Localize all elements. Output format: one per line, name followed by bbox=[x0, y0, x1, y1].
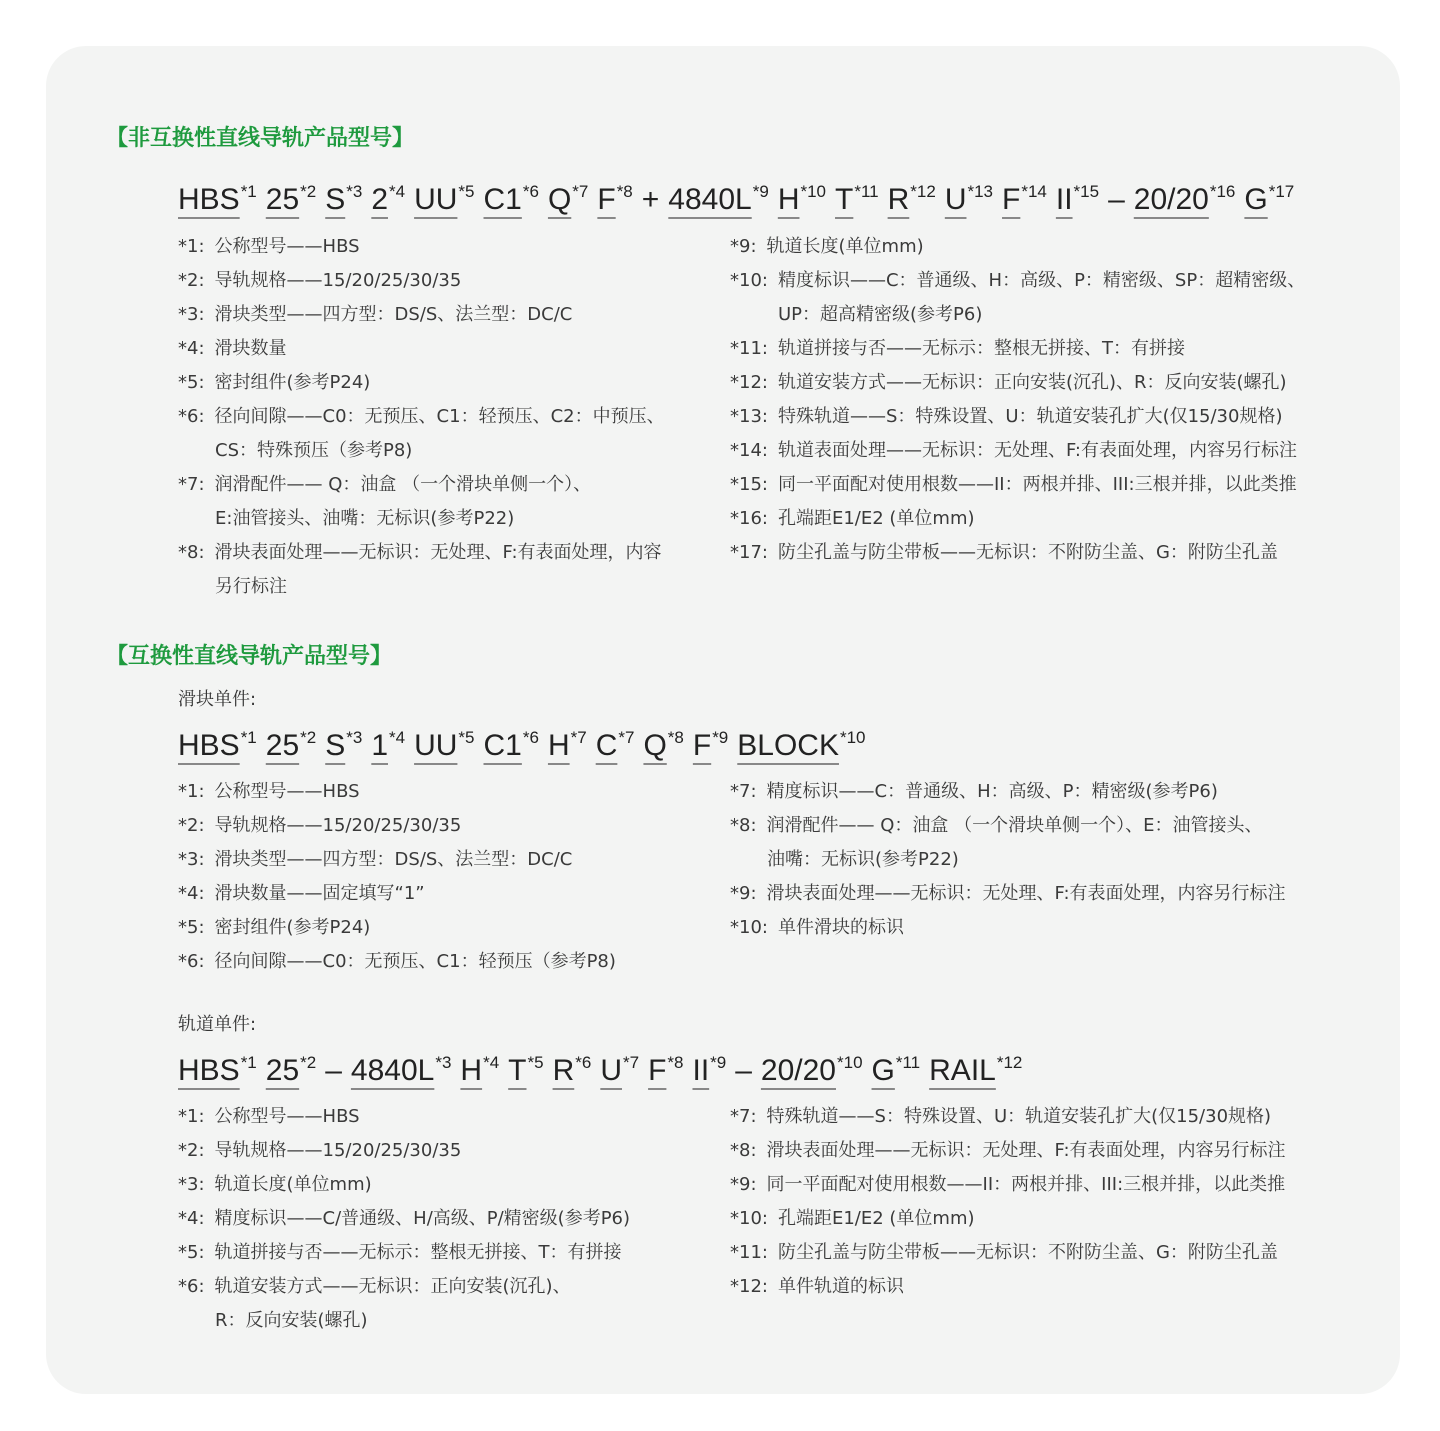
note-text: 轨道表面处理——无标识：无处理、F:有表面处理，内容另行标注 bbox=[777, 440, 1297, 461]
code-token-text: S bbox=[325, 183, 346, 216]
note-text: 精度标识——C：普通级、H：高级、P：精密级、SP：超精密级、 bbox=[777, 270, 1306, 291]
note-text: 径向间隙——C0：无预压、C1：轻预压（参考P8) bbox=[214, 951, 616, 972]
note-item bbox=[730, 536, 1370, 570]
code-token-text: HBS bbox=[178, 183, 240, 216]
code-token-text: HBS bbox=[178, 1054, 240, 1087]
note-text: 轨道长度(单位mm) bbox=[214, 1174, 372, 1195]
note-key: *11: bbox=[730, 1242, 768, 1263]
note-key: *17: bbox=[730, 542, 768, 563]
code-token-footnote: *7 bbox=[570, 728, 587, 747]
section-heading-non-interchangeable: 【非互换性直线导轨产品型号】 bbox=[106, 126, 415, 151]
code-token bbox=[508, 1043, 543, 1091]
code-token bbox=[178, 172, 257, 220]
code-token-footnote: *2 bbox=[300, 182, 317, 201]
note-key: *11: bbox=[730, 338, 768, 359]
code-token bbox=[1002, 172, 1047, 220]
note-text: 孔端距E1/E2 (单位mm) bbox=[777, 508, 975, 529]
code-token bbox=[945, 172, 993, 220]
code-token-footnote: *6 bbox=[522, 182, 539, 201]
note-item bbox=[730, 1202, 1370, 1236]
code-token-text: S bbox=[325, 729, 346, 762]
note-text: 润滑配件—— Q：油盒 （一个滑块单侧一个）、 bbox=[214, 474, 592, 495]
code-token-text: T bbox=[508, 1054, 527, 1087]
code-token-footnote: *8 bbox=[667, 1053, 684, 1072]
note-key: *6: bbox=[178, 1276, 205, 1297]
note-item bbox=[730, 366, 1370, 400]
code-token-footnote: *12 bbox=[910, 182, 936, 201]
code-token-text: U bbox=[944, 183, 967, 216]
note-text: 导轨规格——15/20/25/30/35 bbox=[214, 270, 462, 291]
note-text: 特殊轨道——S：特殊设置、U：轨道安装孔扩大(仅15/30规格) bbox=[766, 1106, 1272, 1127]
code-token-text: F bbox=[648, 1054, 667, 1087]
code-token-footnote: *1 bbox=[240, 728, 257, 747]
code-token-footnote: *5 bbox=[527, 1053, 544, 1072]
section-heading-interchangeable: 【互换性直线导轨产品型号】 bbox=[106, 644, 393, 669]
code-token bbox=[761, 1043, 863, 1091]
note-text: 滑块表面处理——无标识：无处理、F:有表面处理，内容 bbox=[214, 542, 662, 563]
note-key: *5: bbox=[178, 917, 205, 938]
note-key: *2: bbox=[178, 815, 205, 836]
model-code-non-interchangeable bbox=[178, 172, 1303, 220]
note-key: *15: bbox=[730, 474, 768, 495]
code-separator: – bbox=[735, 1054, 752, 1087]
note-text: 轨道拼接与否——无标示：整根无拼接、T：有拼接 bbox=[214, 1242, 622, 1263]
note-item bbox=[178, 332, 718, 366]
note-text: 滑块表面处理——无标识：无处理、F:有表面处理，内容另行标注 bbox=[766, 883, 1286, 904]
note-key: *7: bbox=[730, 781, 757, 802]
note-item bbox=[178, 400, 718, 468]
note-key: *13: bbox=[730, 406, 768, 427]
code-token-text: 4840L bbox=[350, 1054, 435, 1087]
code-token bbox=[548, 172, 588, 220]
note-item bbox=[178, 775, 718, 809]
note-text: 滑块表面处理——无标识：无处理、F:有表面处理，内容另行标注 bbox=[766, 1140, 1286, 1161]
note-item bbox=[178, 1134, 718, 1168]
note-key: *9: bbox=[730, 883, 757, 904]
note-item bbox=[730, 1168, 1370, 1202]
code-token-footnote: *13 bbox=[967, 182, 994, 201]
note-item bbox=[178, 911, 718, 945]
note-text: 同一平面配对使用根数——II：两根并排、III:三根并排，以此类推 bbox=[777, 474, 1297, 495]
rail-notes-right bbox=[730, 1100, 1370, 1304]
note-item bbox=[178, 468, 718, 536]
model-code-rail bbox=[178, 1043, 1031, 1091]
note-key: *8: bbox=[178, 542, 205, 563]
code-token bbox=[872, 1043, 921, 1091]
code-token-text: BLOCK bbox=[737, 729, 839, 762]
code-token bbox=[778, 172, 826, 220]
code-token-text: C bbox=[595, 729, 618, 762]
code-token bbox=[600, 1043, 639, 1091]
note-text: 油嘴：无标识(参考P22) bbox=[767, 849, 959, 870]
note-text: 轨道安装方式——无标识：正向安装(沉孔)、R：反向安装(螺孔) bbox=[777, 372, 1287, 393]
note-item bbox=[730, 1100, 1370, 1134]
code-token bbox=[351, 1043, 452, 1091]
code-token-text: RAIL bbox=[929, 1054, 996, 1087]
note-text: 导轨规格——15/20/25/30/35 bbox=[214, 1140, 462, 1161]
code-token-text: 2 bbox=[371, 183, 388, 216]
code-token-footnote: *10 bbox=[839, 728, 866, 747]
note-item bbox=[178, 1236, 718, 1270]
code-token bbox=[484, 172, 539, 220]
code-token-text: G bbox=[871, 1054, 895, 1087]
note-key: *5: bbox=[178, 372, 205, 393]
note-text: R：反向安装(螺孔) bbox=[215, 1310, 368, 1331]
note-text: 滑块数量——固定填写“1” bbox=[214, 883, 425, 904]
code-token-footnote: *4 bbox=[389, 182, 406, 201]
code-token-text: H bbox=[460, 1054, 483, 1087]
note-item bbox=[730, 877, 1370, 911]
note-text: 滑块类型——四方型：DS/S、法兰型：DC/C bbox=[214, 849, 573, 870]
note-text: 公称型号——HBS bbox=[214, 781, 360, 802]
note-key: *3: bbox=[178, 849, 205, 870]
code-token bbox=[266, 1043, 316, 1091]
note-item bbox=[178, 1202, 718, 1236]
code-token bbox=[266, 718, 316, 766]
note-item bbox=[730, 400, 1370, 434]
code-token-text: 25 bbox=[265, 1054, 300, 1087]
code-token-footnote: *9 bbox=[752, 182, 769, 201]
note-item bbox=[178, 1270, 718, 1338]
code-token bbox=[596, 718, 635, 766]
code-token bbox=[414, 718, 474, 766]
code-token bbox=[371, 718, 405, 766]
note-key: *9: bbox=[730, 236, 757, 257]
code-token-text: F bbox=[597, 183, 616, 216]
note-key: *5: bbox=[178, 1242, 205, 1263]
note-item bbox=[178, 366, 718, 400]
note-key: *3: bbox=[178, 1174, 205, 1195]
code-token-text: HBS bbox=[178, 729, 240, 762]
code-token bbox=[737, 718, 865, 766]
note-text: 防尘孔盖与防尘带板——无标识：不附防尘盖、G：附防尘孔盖 bbox=[777, 1242, 1278, 1263]
code-token-footnote: *3 bbox=[435, 1053, 452, 1072]
note-item bbox=[178, 298, 718, 332]
note-item bbox=[730, 1236, 1370, 1270]
code-token bbox=[414, 172, 474, 220]
note-key: *10: bbox=[730, 270, 768, 291]
code-token-text: 25 bbox=[265, 729, 300, 762]
note-key: *4: bbox=[178, 883, 205, 904]
note-key: *2: bbox=[178, 270, 205, 291]
code-token-footnote: *2 bbox=[300, 728, 317, 747]
code-token bbox=[178, 718, 257, 766]
code-token-footnote: *6 bbox=[522, 728, 539, 747]
note-text: 公称型号——HBS bbox=[214, 1106, 360, 1127]
note-item bbox=[730, 809, 1370, 877]
note-text: 径向间隙——C0：无预压、C1：轻预压、C2：中预压、 bbox=[214, 406, 665, 427]
code-token bbox=[325, 718, 362, 766]
code-token-text: U bbox=[600, 1054, 622, 1087]
note-key: *14: bbox=[730, 440, 768, 461]
code-token-footnote: *5 bbox=[458, 728, 475, 747]
code-token-text: H bbox=[777, 183, 800, 216]
note-text: 润滑配件—— Q：油盒 （一个滑块单侧一个）、E：油管接头、 bbox=[766, 815, 1263, 836]
note-key: *4: bbox=[178, 1208, 205, 1229]
code-token-footnote: *12 bbox=[996, 1053, 1023, 1072]
note-text: 同一平面配对使用根数——II：两根并排、III:三根并排，以此类推 bbox=[766, 1174, 1286, 1195]
code-token bbox=[548, 718, 587, 766]
note-key: *8: bbox=[730, 1140, 757, 1161]
note-item bbox=[730, 264, 1370, 332]
code-token-footnote: *16 bbox=[1209, 182, 1236, 201]
code-token-text: H bbox=[547, 729, 570, 762]
note-item bbox=[730, 434, 1370, 468]
code-token-text: R bbox=[887, 183, 910, 216]
code-token-footnote: *7 bbox=[572, 182, 589, 201]
code-token bbox=[178, 1043, 257, 1091]
code-token-footnote: *15 bbox=[1073, 182, 1100, 201]
note-key: *10: bbox=[730, 1208, 768, 1229]
code-token-footnote: *3 bbox=[346, 728, 363, 747]
code-token-text: Q bbox=[547, 183, 572, 216]
note-item bbox=[730, 502, 1370, 536]
note-text: 密封组件(参考P24) bbox=[214, 917, 371, 938]
note-text: 单件滑块的标识 bbox=[777, 917, 904, 938]
note-key: *9: bbox=[730, 1174, 757, 1195]
note-key: *2: bbox=[178, 1140, 205, 1161]
code-token-text: R bbox=[552, 1054, 575, 1087]
code-token-text: 20/20 bbox=[760, 1054, 836, 1087]
code-token-text: F bbox=[1002, 183, 1021, 216]
code-token-footnote: *1 bbox=[240, 182, 257, 201]
note-text: 滑块类型——四方型：DS/S、法兰型：DC/C bbox=[214, 304, 573, 325]
code-token-footnote: *3 bbox=[346, 182, 363, 201]
code-token-footnote: *14 bbox=[1021, 182, 1047, 201]
note-text: 防尘孔盖与防尘带板——无标识：不附防尘盖、G：附防尘孔盖 bbox=[777, 542, 1278, 563]
code-token-text: T bbox=[835, 183, 854, 216]
code-token bbox=[266, 172, 316, 220]
note-item bbox=[178, 945, 718, 979]
code-token bbox=[371, 172, 405, 220]
code-token bbox=[693, 718, 728, 766]
model-code-block bbox=[178, 718, 875, 766]
note-item bbox=[730, 332, 1370, 366]
code-token-text: 25 bbox=[265, 183, 300, 216]
code-token bbox=[597, 172, 632, 220]
note-key: *16: bbox=[730, 508, 768, 529]
code-token bbox=[1056, 172, 1099, 220]
note-text: E:油管接头、油嘴：无标识(参考P22) bbox=[215, 508, 515, 529]
rail-unit-label: 轨道单件: bbox=[178, 1014, 257, 1035]
note-item bbox=[178, 1100, 718, 1134]
note-item bbox=[178, 877, 718, 911]
note-text: 密封组件(参考P24) bbox=[214, 372, 371, 393]
note-item bbox=[178, 1168, 718, 1202]
block-notes-left bbox=[178, 775, 718, 979]
code-token-text: G bbox=[1244, 183, 1268, 216]
code-token bbox=[1244, 172, 1294, 220]
note-key: *12: bbox=[730, 372, 768, 393]
code-token bbox=[1134, 172, 1236, 220]
note-text: 轨道长度(单位mm) bbox=[766, 236, 924, 257]
code-token-footnote: *11 bbox=[854, 182, 879, 201]
code-token-footnote: *5 bbox=[458, 182, 475, 201]
note-text: 公称型号——HBS bbox=[214, 236, 360, 257]
note-item bbox=[178, 809, 718, 843]
code-token-text: UU bbox=[414, 183, 458, 216]
note-key: *7: bbox=[730, 1106, 757, 1127]
note-item bbox=[730, 911, 1370, 945]
note-text: 另行标注 bbox=[215, 576, 287, 597]
code-token-text: F bbox=[692, 729, 712, 762]
code-token-text: II bbox=[692, 1054, 710, 1087]
note-item bbox=[178, 264, 718, 298]
note-key: *8: bbox=[730, 815, 757, 836]
code-token-footnote: *11 bbox=[895, 1053, 921, 1072]
code-token-footnote: *17 bbox=[1268, 182, 1295, 201]
note-item bbox=[730, 230, 1370, 264]
code-token-text: C1 bbox=[483, 729, 522, 762]
note-item bbox=[730, 468, 1370, 502]
code-token bbox=[648, 1043, 683, 1091]
note-text: 特殊轨道——S：特殊设置、U：轨道安装孔扩大(仅15/30规格) bbox=[777, 406, 1283, 427]
code-token-footnote: *1 bbox=[240, 1053, 257, 1072]
code-token-footnote: *4 bbox=[483, 1053, 500, 1072]
code-token-footnote: *6 bbox=[575, 1053, 592, 1072]
note-key: *1: bbox=[178, 236, 205, 257]
code-token-footnote: *8 bbox=[667, 728, 684, 747]
code-token bbox=[835, 172, 879, 220]
note-item bbox=[178, 536, 718, 604]
code-token-footnote: *7 bbox=[623, 1053, 640, 1072]
code-token-text: Q bbox=[643, 729, 667, 762]
note-key: *6: bbox=[178, 951, 205, 972]
code-token-text: C1 bbox=[483, 183, 522, 216]
note-text: CS：特殊预压（参考P8) bbox=[215, 440, 413, 461]
code-token-footnote: *10 bbox=[837, 1053, 863, 1072]
note-text: 导轨规格——15/20/25/30/35 bbox=[214, 815, 462, 836]
note-key: *1: bbox=[178, 1106, 205, 1127]
code-separator: + bbox=[641, 183, 660, 216]
code-token-footnote: *9 bbox=[712, 728, 729, 747]
code-token bbox=[888, 172, 936, 220]
note-text: 单件轨道的标识 bbox=[777, 1276, 904, 1297]
note-item bbox=[730, 1270, 1370, 1304]
code-token-footnote: *4 bbox=[389, 728, 406, 747]
rail-notes-left bbox=[178, 1100, 718, 1338]
code-token-text: II bbox=[1055, 183, 1073, 216]
code-token bbox=[692, 1043, 726, 1091]
note-key: *10: bbox=[730, 917, 768, 938]
code-separator: – bbox=[325, 1054, 342, 1087]
code-token-text: 20/20 bbox=[1133, 183, 1209, 216]
code-token-text: UU bbox=[414, 729, 458, 762]
code-token bbox=[553, 1043, 592, 1091]
code-token-footnote: *7 bbox=[618, 728, 635, 747]
note-text: UP：超高精密级(参考P6) bbox=[778, 304, 983, 325]
note-item bbox=[730, 775, 1370, 809]
note-text: 滑块数量 bbox=[214, 338, 287, 359]
block-unit-label: 滑块单件: bbox=[178, 689, 257, 710]
note-text: 精度标识——C：普通级、H：高级、P：精密级(参考P6) bbox=[766, 781, 1218, 802]
note-item bbox=[178, 230, 718, 264]
note-item bbox=[730, 1134, 1370, 1168]
note-key: *7: bbox=[178, 474, 205, 495]
note-key: *12: bbox=[730, 1276, 768, 1297]
code-token bbox=[643, 718, 683, 766]
code-token-footnote: *10 bbox=[800, 182, 827, 201]
code-token-text: 4840L bbox=[668, 183, 752, 216]
notes-list-right bbox=[730, 230, 1370, 570]
note-key: *6: bbox=[178, 406, 205, 427]
code-token bbox=[325, 172, 362, 220]
note-key: *4: bbox=[178, 338, 205, 359]
note-key: *3: bbox=[178, 304, 205, 325]
note-key: *1: bbox=[178, 781, 205, 802]
code-token-text: 1 bbox=[371, 729, 388, 762]
code-token bbox=[668, 172, 769, 220]
note-text: 孔端距E1/E2 (单位mm) bbox=[777, 1208, 975, 1229]
notes-list-left bbox=[178, 230, 718, 604]
note-text: 精度标识——C/普通级、H/高级、P/精密级(参考P6) bbox=[214, 1208, 631, 1229]
note-text: 轨道拼接与否——无标示：整根无拼接、T：有拼接 bbox=[777, 338, 1185, 359]
code-token bbox=[929, 1043, 1022, 1091]
code-token-footnote: *2 bbox=[300, 1053, 317, 1072]
note-item bbox=[178, 843, 718, 877]
note-text: 轨道安装方式——无标识：正向安装(沉孔)、 bbox=[214, 1276, 571, 1297]
code-token bbox=[460, 1043, 499, 1091]
code-token-footnote: *8 bbox=[616, 182, 633, 201]
code-token-footnote: *9 bbox=[710, 1053, 727, 1072]
block-notes-right bbox=[730, 775, 1370, 945]
code-separator: – bbox=[1108, 183, 1125, 216]
code-token bbox=[484, 718, 539, 766]
